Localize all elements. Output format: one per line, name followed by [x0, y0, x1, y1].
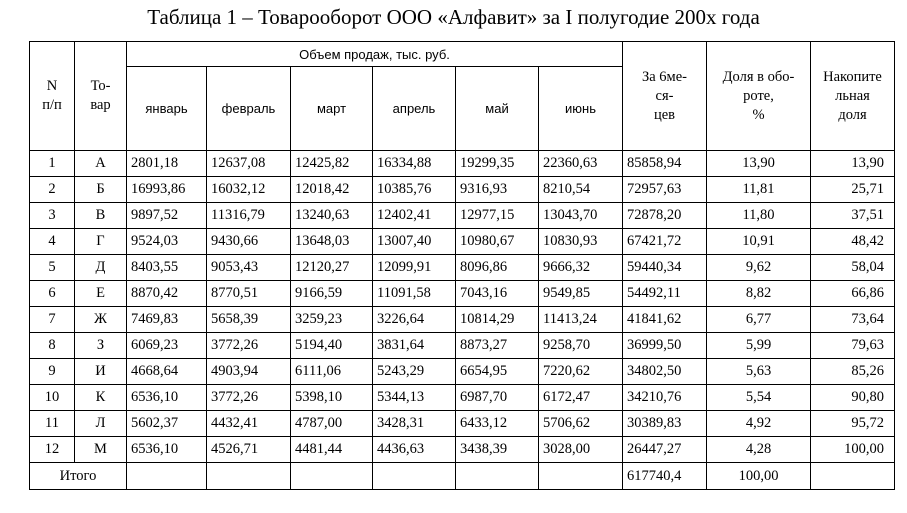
row-month-value: 3772,26 — [207, 385, 291, 411]
row-month-value: 3831,64 — [373, 333, 456, 359]
row-month-value: 7220,62 — [539, 359, 623, 385]
row-total-6m: 34210,76 — [623, 385, 707, 411]
row-month-value: 5602,37 — [127, 411, 207, 437]
table-row — [30, 333, 895, 359]
row-month-value: 5658,39 — [207, 307, 291, 333]
row-product: Ж — [75, 307, 127, 333]
row-product: В — [75, 203, 127, 229]
row-month-value: 5398,10 — [291, 385, 373, 411]
header-month-march: март — [291, 67, 373, 151]
table-row — [30, 229, 895, 255]
row-month-value: 8403,55 — [127, 255, 207, 281]
row-month-value: 9666,32 — [539, 255, 623, 281]
row-number: 9 — [30, 359, 75, 385]
row-month-value: 2801,18 — [127, 151, 207, 177]
row-share: 11,80 — [707, 203, 811, 229]
row-month-value: 12099,91 — [373, 255, 456, 281]
table-row — [30, 255, 895, 281]
row-share: 9,62 — [707, 255, 811, 281]
row-month-value: 4526,71 — [207, 437, 291, 463]
header-share-line: % — [752, 106, 765, 123]
row-product: З — [75, 333, 127, 359]
row-month-value: 9524,03 — [127, 229, 207, 255]
header-num — [30, 42, 75, 151]
total-share: 100,00 — [707, 463, 811, 490]
row-number: 3 — [30, 203, 75, 229]
row-month-value: 8870,42 — [127, 281, 207, 307]
row-share: 5,54 — [707, 385, 811, 411]
row-total-6m: 67421,72 — [623, 229, 707, 255]
row-month-value: 4787,00 — [291, 411, 373, 437]
row-month-value: 6433,12 — [456, 411, 539, 437]
row-month-value: 10830,93 — [539, 229, 623, 255]
row-month-value: 10385,76 — [373, 177, 456, 203]
row-month-value: 16334,88 — [373, 151, 456, 177]
total-sum: 617740,4 — [623, 463, 707, 490]
row-product: И — [75, 359, 127, 385]
header-total-line: цев — [653, 106, 676, 123]
row-cumulative: 13,90 — [811, 151, 895, 177]
table-title: Таблица 1 – Товарооборот ООО «Алфавит» за I полугодие 200х года — [147, 5, 760, 29]
row-product: К — [75, 385, 127, 411]
row-month-value: 6069,23 — [127, 333, 207, 359]
sales-table — [29, 41, 895, 490]
row-month-value: 5344,13 — [373, 385, 456, 411]
row-month-value: 22360,63 — [539, 151, 623, 177]
row-month-value: 9316,93 — [456, 177, 539, 203]
row-month-value: 6654,95 — [456, 359, 539, 385]
header-month-may: май — [456, 67, 539, 151]
row-month-value: 12120,27 — [291, 255, 373, 281]
row-month-value: 8210,54 — [539, 177, 623, 203]
row-month-value: 12425,82 — [291, 151, 373, 177]
row-number: 8 — [30, 333, 75, 359]
row-number: 7 — [30, 307, 75, 333]
row-product: Б — [75, 177, 127, 203]
row-month-value: 3226,64 — [373, 307, 456, 333]
row-cumulative: 48,42 — [811, 229, 895, 255]
row-month-value: 13007,40 — [373, 229, 456, 255]
empty-cell — [207, 463, 291, 490]
row-share: 4,28 — [707, 437, 811, 463]
header-total-line: ся- — [655, 87, 674, 104]
row-number: 2 — [30, 177, 75, 203]
row-month-value: 3259,23 — [291, 307, 373, 333]
header-total-6m — [623, 42, 707, 151]
row-cumulative: 79,63 — [811, 333, 895, 359]
row-month-value: 13043,70 — [539, 203, 623, 229]
row-month-value: 10980,67 — [456, 229, 539, 255]
header-product-line: вар — [90, 97, 111, 113]
row-share: 6,77 — [707, 307, 811, 333]
table-row — [30, 359, 895, 385]
row-total-6m: 85858,94 — [623, 151, 707, 177]
row-cumulative: 37,51 — [811, 203, 895, 229]
row-month-value: 19299,35 — [456, 151, 539, 177]
row-month-value: 5194,40 — [291, 333, 373, 359]
row-total-6m: 26447,27 — [623, 437, 707, 463]
row-month-value: 12977,15 — [456, 203, 539, 229]
header-share — [707, 42, 811, 151]
row-month-value: 12637,08 — [207, 151, 291, 177]
row-total-6m: 72957,63 — [623, 177, 707, 203]
row-month-value: 8770,51 — [207, 281, 291, 307]
empty-cell — [456, 463, 539, 490]
empty-cell — [127, 463, 207, 490]
header-num-line: п/п — [42, 97, 62, 113]
row-share: 10,91 — [707, 229, 811, 255]
row-number: 11 — [30, 411, 75, 437]
row-number: 10 — [30, 385, 75, 411]
row-cumulative: 90,80 — [811, 385, 895, 411]
row-share: 4,92 — [707, 411, 811, 437]
row-share: 5,63 — [707, 359, 811, 385]
row-month-value: 16993,86 — [127, 177, 207, 203]
row-cumulative: 95,72 — [811, 411, 895, 437]
row-month-value: 9430,66 — [207, 229, 291, 255]
row-product: М — [75, 437, 127, 463]
row-month-value: 6172,47 — [539, 385, 623, 411]
table-body — [30, 151, 895, 463]
row-cumulative: 58,04 — [811, 255, 895, 281]
header-cum-line: доля — [838, 106, 867, 123]
header-month-april: апрель — [373, 67, 456, 151]
row-product: А — [75, 151, 127, 177]
row-month-value: 6987,70 — [456, 385, 539, 411]
table-row — [30, 177, 895, 203]
row-month-value: 4903,94 — [207, 359, 291, 385]
row-month-value: 4481,44 — [291, 437, 373, 463]
table-row — [30, 307, 895, 333]
header-product — [75, 42, 127, 151]
row-month-value: 9258,70 — [539, 333, 623, 359]
row-month-value: 9549,85 — [539, 281, 623, 307]
row-month-value: 7469,83 — [127, 307, 207, 333]
row-number: 12 — [30, 437, 75, 463]
table-row — [30, 385, 895, 411]
row-total-6m: 59440,34 — [623, 255, 707, 281]
table-row — [30, 151, 895, 177]
table-row — [30, 203, 895, 229]
row-share: 11,81 — [707, 177, 811, 203]
row-cumulative: 100,00 — [811, 437, 895, 463]
row-total-6m: 36999,50 — [623, 333, 707, 359]
row-month-value: 12018,42 — [291, 177, 373, 203]
header-share-line: Доля в обо- — [722, 68, 795, 85]
header-num-line: N — [46, 78, 58, 94]
row-month-value: 6536,10 — [127, 385, 207, 411]
empty-cell — [291, 463, 373, 490]
row-month-value: 5706,62 — [539, 411, 623, 437]
header-share-line: роте, — [743, 87, 774, 104]
row-number: 1 — [30, 151, 75, 177]
row-cumulative: 85,26 — [811, 359, 895, 385]
row-total-6m: 41841,62 — [623, 307, 707, 333]
row-month-value: 3772,26 — [207, 333, 291, 359]
row-month-value: 3428,31 — [373, 411, 456, 437]
row-month-value: 4668,64 — [127, 359, 207, 385]
row-month-value: 9053,43 — [207, 255, 291, 281]
header-month-june: июнь — [539, 67, 623, 151]
row-month-value: 11091,58 — [373, 281, 456, 307]
row-month-value: 8096,86 — [456, 255, 539, 281]
row-month-value: 11316,79 — [207, 203, 291, 229]
row-total-6m: 72878,20 — [623, 203, 707, 229]
row-month-value: 4436,63 — [373, 437, 456, 463]
row-cumulative: 73,64 — [811, 307, 895, 333]
row-share: 8,82 — [707, 281, 811, 307]
row-share: 13,90 — [707, 151, 811, 177]
row-cumulative: 66,86 — [811, 281, 895, 307]
empty-cell — [373, 463, 456, 490]
table-row — [30, 281, 895, 307]
row-month-value: 8873,27 — [456, 333, 539, 359]
header-cum-line: Накопите — [823, 68, 882, 85]
row-share: 5,99 — [707, 333, 811, 359]
row-month-value: 11413,24 — [539, 307, 623, 333]
row-month-value: 13240,63 — [291, 203, 373, 229]
row-month-value: 9897,52 — [127, 203, 207, 229]
table-row — [30, 411, 895, 437]
row-month-value: 12402,41 — [373, 203, 456, 229]
empty-cell — [539, 463, 623, 490]
row-product: Г — [75, 229, 127, 255]
row-number: 5 — [30, 255, 75, 281]
row-number: 6 — [30, 281, 75, 307]
row-month-value: 6111,06 — [291, 359, 373, 385]
row-total-6m: 30389,83 — [623, 411, 707, 437]
row-month-value: 16032,12 — [207, 177, 291, 203]
row-product: Е — [75, 281, 127, 307]
row-total-6m: 54492,11 — [623, 281, 707, 307]
row-month-value: 4432,41 — [207, 411, 291, 437]
row-month-value: 9166,59 — [291, 281, 373, 307]
table-row — [30, 437, 895, 463]
empty-cell — [811, 463, 895, 490]
header-total-line: За 6ме- — [641, 68, 687, 85]
header-cum-line: льная — [835, 87, 870, 104]
row-product: Л — [75, 411, 127, 437]
header-month-february: февраль — [207, 67, 291, 151]
row-total-6m: 34802,50 — [623, 359, 707, 385]
row-number: 4 — [30, 229, 75, 255]
header-month-january: январь — [127, 67, 207, 151]
total-row — [30, 463, 895, 490]
header-cumulative — [811, 42, 895, 151]
total-label: Итого — [30, 463, 127, 490]
row-month-value: 3028,00 — [539, 437, 623, 463]
row-month-value: 10814,29 — [456, 307, 539, 333]
row-month-value: 6536,10 — [127, 437, 207, 463]
row-month-value: 13648,03 — [291, 229, 373, 255]
row-month-value: 3438,39 — [456, 437, 539, 463]
row-cumulative: 25,71 — [811, 177, 895, 203]
row-month-value: 5243,29 — [373, 359, 456, 385]
row-month-value: 7043,16 — [456, 281, 539, 307]
header-sales-group: Объем продаж, тыс. руб. — [127, 42, 623, 67]
row-product: Д — [75, 255, 127, 281]
header-product-line: То- — [90, 78, 111, 94]
